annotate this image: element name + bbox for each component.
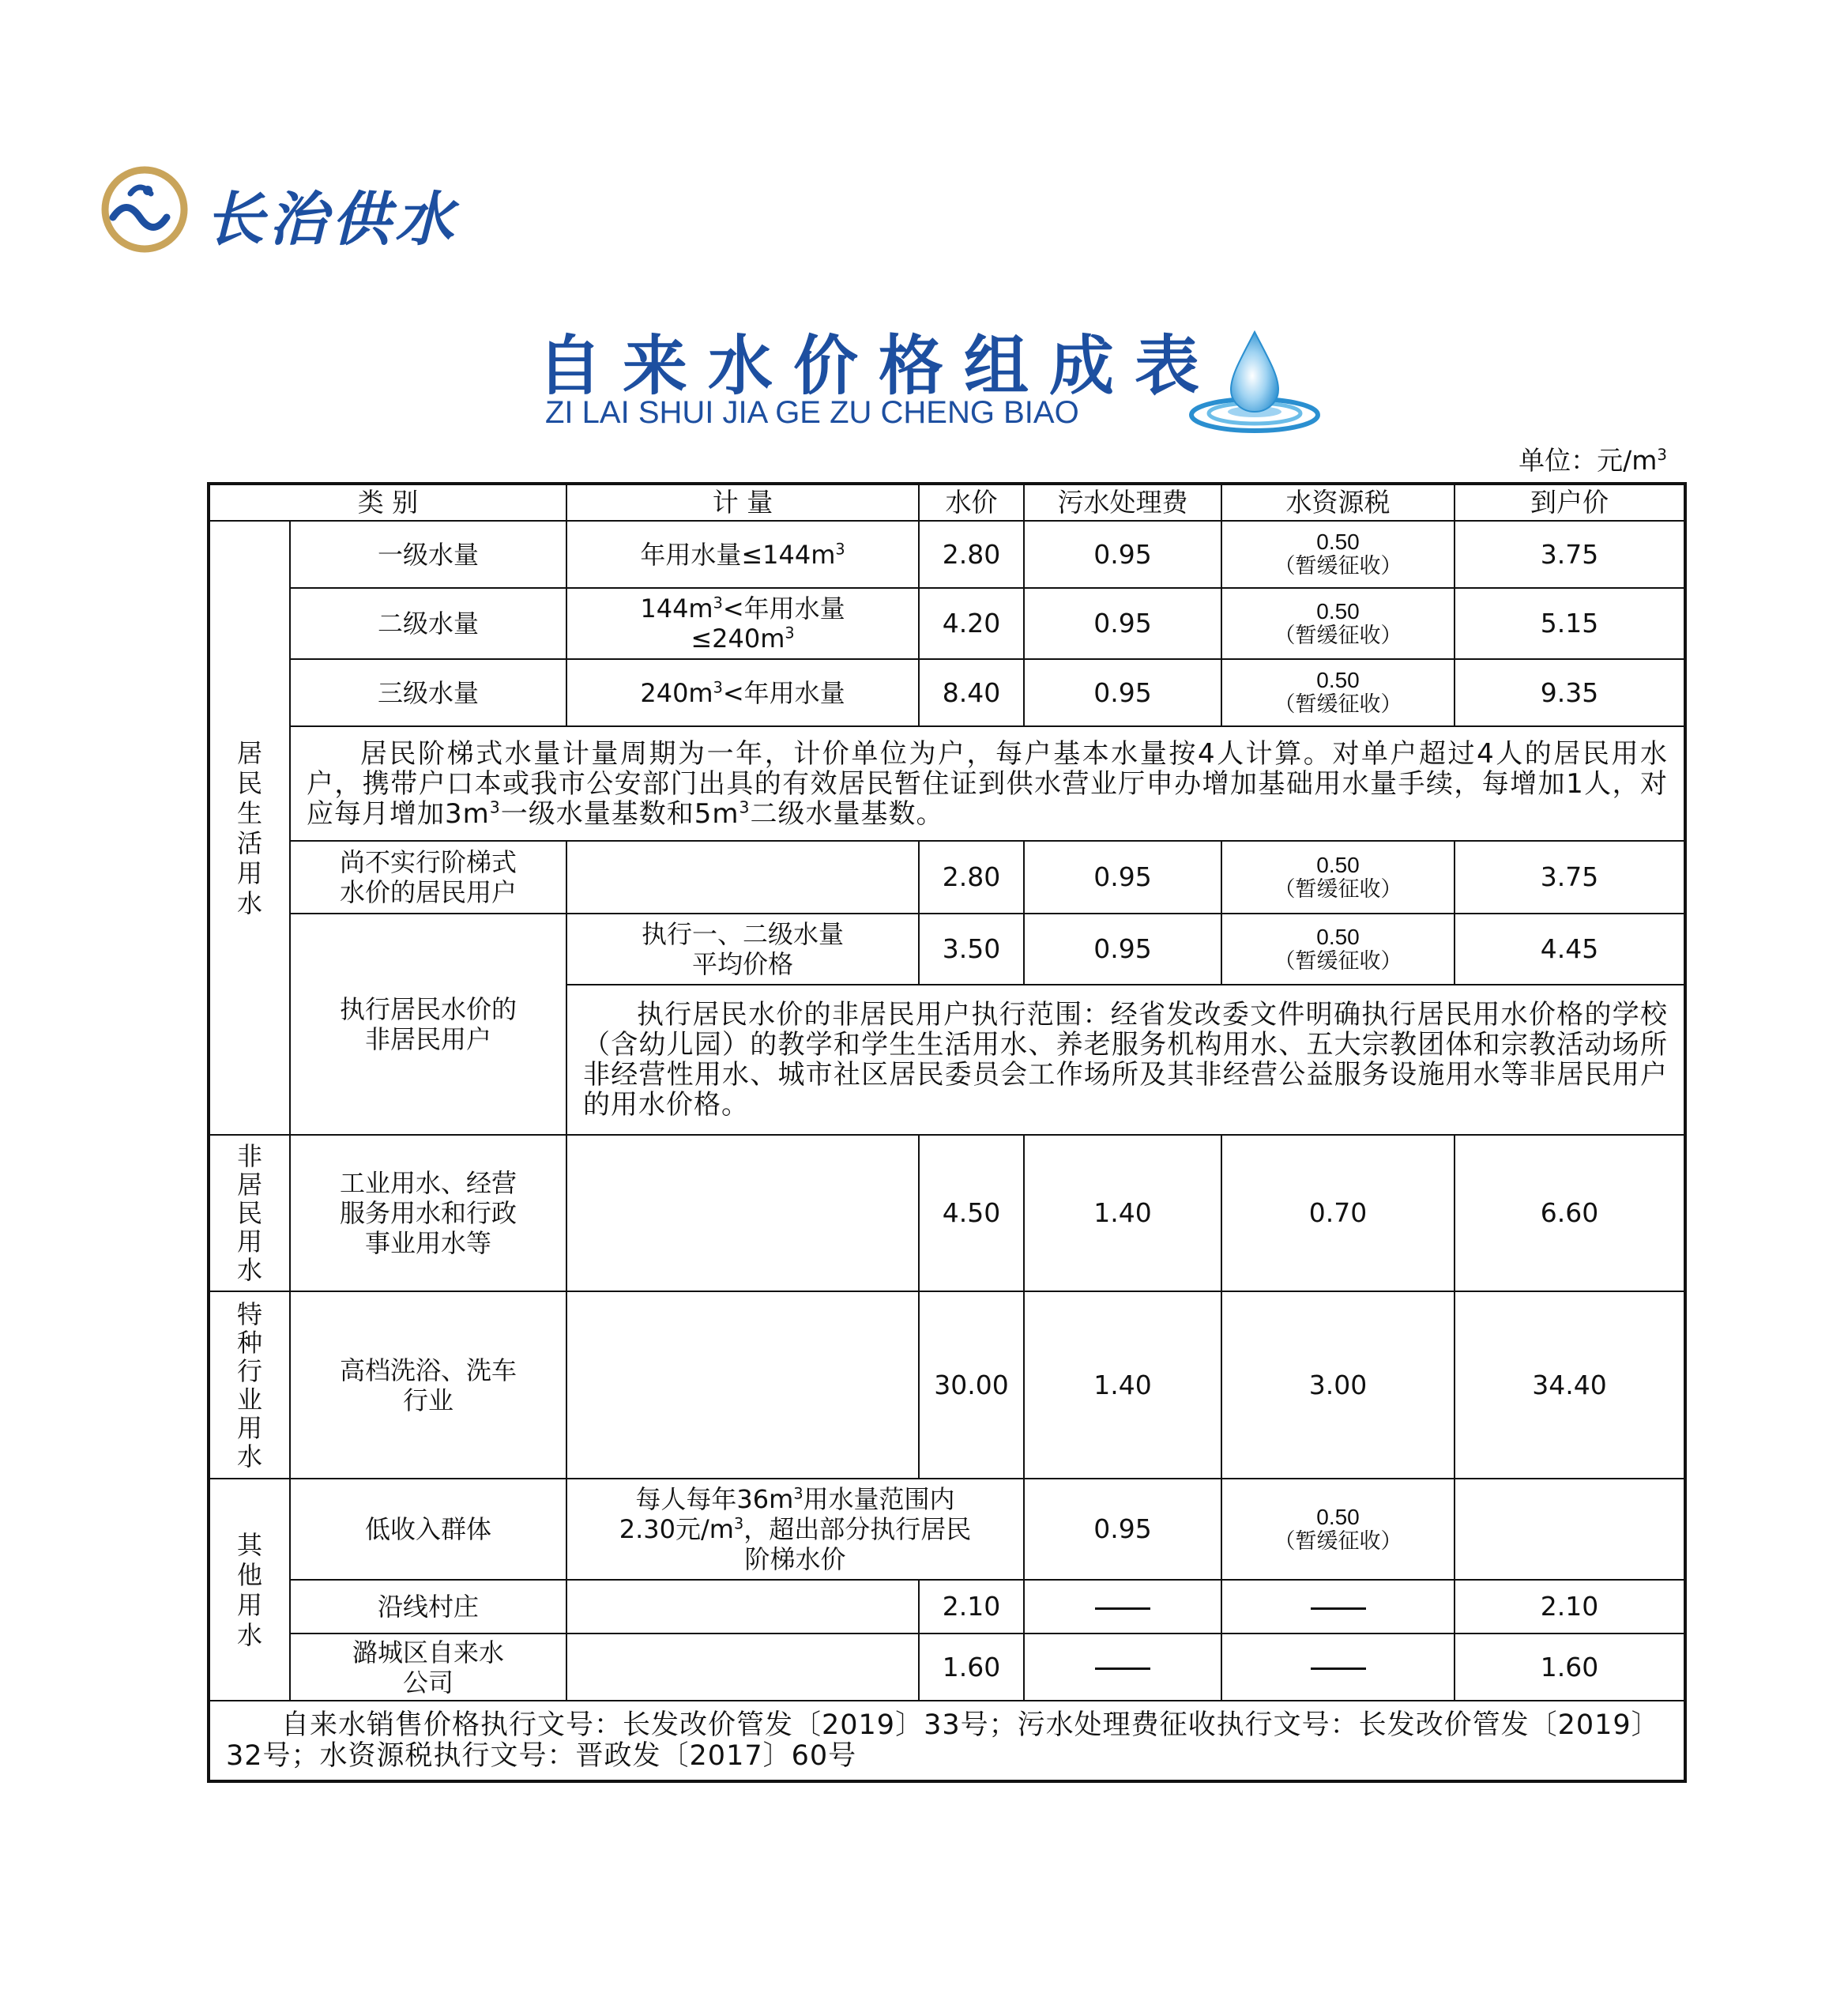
- village-sewage: [1024, 1580, 1221, 1634]
- industrial-price: 4.50: [919, 1135, 1024, 1291]
- industrial-tax: 0.70: [1221, 1135, 1455, 1291]
- table-row: [209, 1580, 1685, 1634]
- special-total: 34.40: [1455, 1291, 1685, 1479]
- group-other: 其 他 用 水: [209, 1479, 290, 1701]
- special-label: 高档洗浴、洗车 行业: [290, 1291, 566, 1479]
- quasi-res-total: 4.45: [1455, 914, 1685, 985]
- low-income-tax: 0.50 （暂缓征收）: [1221, 1479, 1455, 1580]
- quasi-res-note: 执行居民水价的非居民用户执行范围：经省发改委文件明确执行居民用水价格的学校（含幼儿园）的教学和学生生活用水、养老服务机构用水、五大宗教团体和宗教活动场所非经营性用水、城市社区居民委员会工作场所及其非经营公益服务设施用水等非居民用户的用水价格。: [566, 985, 1685, 1135]
- special-tax: 3.00: [1221, 1291, 1455, 1479]
- table-row: [209, 914, 1685, 985]
- quasi-res-label: 执行居民水价的 非居民用户: [290, 914, 566, 1135]
- quasi-res-tax: 0.50 （暂缓征收）: [1221, 914, 1455, 985]
- tier3-measure: $240m^3<$年用水量: [566, 659, 919, 726]
- village-label: 沿线村庄: [290, 1580, 566, 1634]
- page-subtitle: ZI LAI SHUI JIA GE ZU CHENG BIAO: [545, 395, 1079, 430]
- group-special: 特 种 行 业 用 水: [209, 1291, 290, 1479]
- no-tier-total: 3.75: [1455, 841, 1685, 914]
- industrial-measure: [566, 1135, 919, 1291]
- page-title: 自来水价格组成表: [537, 329, 1221, 404]
- village-price: 2.10: [919, 1580, 1024, 1634]
- unit-label: 单位：元$/m^3$: [1519, 445, 1667, 476]
- quasi-res-price: 3.50: [919, 914, 1024, 985]
- village-measure: [566, 1580, 919, 1634]
- special-price: 30.00: [919, 1291, 1024, 1479]
- group-non-residential: 非 居 民 用 水: [209, 1135, 290, 1291]
- table-row: [209, 1479, 1685, 1580]
- company-logo-text: 长治供水: [205, 186, 458, 254]
- footer-note: 自来水销售价格执行文号：长发改价管发〔2019〕33号；污水处理费征收执行文号：长发改价管发〔2019〕32号；水资源税执行文号：晋政发〔2017〕60号: [209, 1701, 1685, 1781]
- industrial-sewage: 1.40: [1024, 1135, 1221, 1291]
- tier3-sewage: 0.95: [1024, 659, 1221, 726]
- tier2-label: 二级水量: [290, 588, 566, 659]
- table-header-row: [209, 484, 1685, 521]
- tier1-label: 一级水量: [290, 521, 566, 588]
- lucheng-tax: [1221, 1634, 1455, 1701]
- company-logo-icon: [99, 162, 201, 257]
- low-income-label: 低收入群体: [290, 1479, 566, 1580]
- table-row: [209, 841, 1685, 914]
- group-residential: 居 民 生 活 用 水: [209, 521, 290, 1135]
- industrial-total: 6.60: [1455, 1135, 1685, 1291]
- low-income-sewage: 0.95: [1024, 1479, 1221, 1580]
- price-table: [207, 482, 1687, 1783]
- village-total: 2.10: [1455, 1580, 1685, 1634]
- low-income-measure: 每人每年$36m^3$用水量范围内 2.30元$/m^3$，超出部分执行居民 阶梯水价: [566, 1479, 1024, 1580]
- water-drop-icon: [1185, 328, 1323, 435]
- tier1-sewage: 0.95: [1024, 521, 1221, 588]
- tier2-tax: 0.50 （暂缓征收）: [1221, 588, 1455, 659]
- tier2-sewage: 0.95: [1024, 588, 1221, 659]
- table-row: [209, 1634, 1685, 1701]
- lucheng-total: 1.60: [1455, 1634, 1685, 1701]
- tier-note: 居民阶梯式水量计量周期为一年，计价单位为户，每户基本水量按4人计算。对单户超过4人的居民用水户，携带户口本或我市公安部门出具的有效居民暂住证到供水营业厅申办增加基础用水量手续，每增加1人，对应每月增加$3m^3$一级水量基数和$5m^3$二级水量基数。: [290, 726, 1685, 841]
- lucheng-measure: [566, 1634, 919, 1701]
- quasi-res-measure: 执行一、二级水量 平均价格: [566, 914, 919, 985]
- no-tier-label: 尚不实行阶梯式 水价的居民用户: [290, 841, 566, 914]
- lucheng-sewage: [1024, 1634, 1221, 1701]
- tier1-price: 2.80: [919, 521, 1024, 588]
- table-row: [209, 1291, 1685, 1479]
- lucheng-price: 1.60: [919, 1634, 1024, 1701]
- table-row: [209, 726, 1685, 841]
- col-header-total: 到户价: [1455, 484, 1685, 521]
- company-logo: [99, 162, 458, 257]
- low-income-total: [1455, 1479, 1685, 1580]
- tier3-label: 三级水量: [290, 659, 566, 726]
- tier1-total: 3.75: [1455, 521, 1685, 588]
- no-tier-sewage: 0.95: [1024, 841, 1221, 914]
- tier1-tax: 0.50 （暂缓征收）: [1221, 521, 1455, 588]
- no-tier-tax: 0.50 （暂缓征收）: [1221, 841, 1455, 914]
- col-header-price: 水价: [919, 484, 1024, 521]
- table-row: [209, 1701, 1685, 1781]
- table-row: [209, 588, 1685, 659]
- special-sewage: 1.40: [1024, 1291, 1221, 1479]
- table-row: [209, 1135, 1685, 1291]
- tier3-total: 9.35: [1455, 659, 1685, 726]
- table-row: [209, 521, 1685, 588]
- tier2-total: 5.15: [1455, 588, 1685, 659]
- table-row: [209, 659, 1685, 726]
- village-tax: [1221, 1580, 1455, 1634]
- col-header-sewage: 污水处理费: [1024, 484, 1221, 521]
- tier1-measure: 年用水量$\le 144m^3$: [566, 521, 919, 588]
- col-header-tax: 水资源税: [1221, 484, 1455, 521]
- col-header-measure: 计 量: [566, 484, 919, 521]
- quasi-res-sewage: 0.95: [1024, 914, 1221, 985]
- no-tier-price: 2.80: [919, 841, 1024, 914]
- tier3-tax: 0.50 （暂缓征收）: [1221, 659, 1455, 726]
- lucheng-label: 潞城区自来水 公司: [290, 1634, 566, 1701]
- tier2-measure: $144m^3<$年用水量 $\le 240m^3$: [566, 588, 919, 659]
- tier3-price: 8.40: [919, 659, 1024, 726]
- industrial-label: 工业用水、经营 服务用水和行政 事业用水等: [290, 1135, 566, 1291]
- col-header-category: 类 别: [209, 484, 566, 521]
- tier2-price: 4.20: [919, 588, 1024, 659]
- special-measure: [566, 1291, 919, 1479]
- no-tier-measure: [566, 841, 919, 914]
